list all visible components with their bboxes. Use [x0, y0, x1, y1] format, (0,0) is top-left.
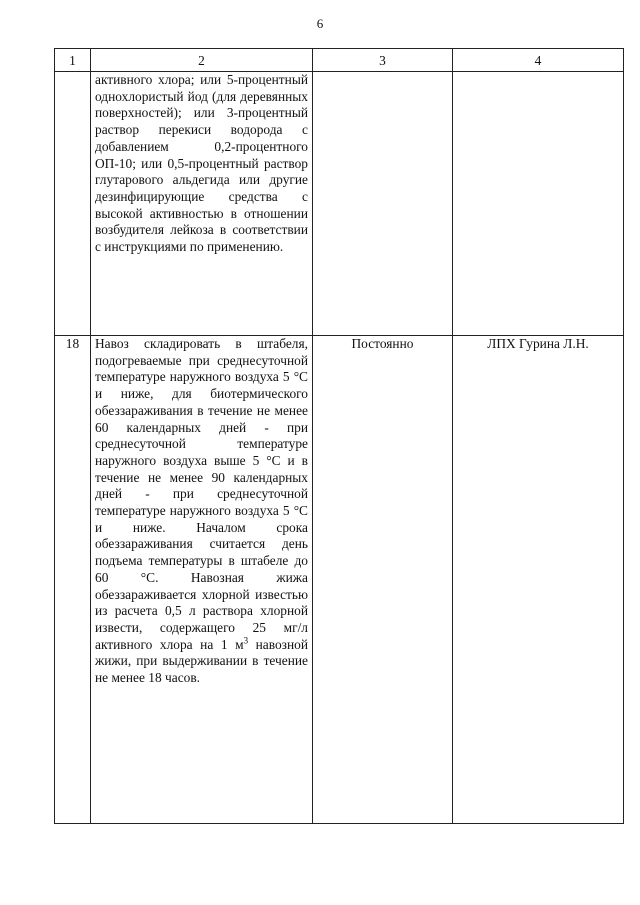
measure-text-main: активного хлора; или 5-процентный однохлористый йод (для деревянных поверхностей); или 3-процентный раствор перекиси водорода с добавлением 0,2-процентного ОП-10; или 0,5-процентный раствор глутарового альдегида или другие дезинфицирующие средства с высокой активностью в отношении возбудителя лейкоза в соответствии с инструкциями по применению.: [95, 72, 308, 255]
header-col-2: 2: [91, 49, 313, 72]
header-col-1: 1: [55, 49, 91, 72]
measure-term: [313, 72, 453, 336]
measures-table: [54, 48, 624, 824]
measure-text-main: Навоз складировать в штабеля, подогреваемые при среднесуточной температуре наружного воздуха 5 °С и ниже, для биотермического обеззараживания в течение не менее 60 календарных дней - при среднесуточной температуре наружного воздуха выше 5 °С и в течение не менее 90 календарных дней - при среднесуточной температуре наружного воздуха 5 °С и ниже. Началом срока обеззараживания считается день подъема температуры в штабеле до 60 °С. Навозная жижа обеззараживается хлорной известью из расчета 0,5 л раствора хлорной извести, содержащего 25 мг/л активного хлора на 1 м: [95, 336, 308, 652]
page-number: 6: [316, 16, 324, 31]
table-row: [55, 72, 624, 336]
measure-responsible: [453, 72, 624, 336]
measure-text: [91, 336, 313, 824]
measure-term: Постоянно: [313, 336, 453, 824]
header-col-3: 3: [313, 49, 453, 72]
row-number: 18: [55, 336, 91, 824]
table-header-row: [55, 49, 624, 72]
cubic-superscript: 3: [243, 635, 249, 646]
measure-responsible: ЛПХ Гурина Л.Н.: [453, 336, 624, 824]
header-col-4: 4: [453, 49, 624, 72]
row-number: [55, 72, 91, 336]
table-row: [55, 336, 624, 824]
measure-text: [91, 72, 313, 336]
measure-text-tail: навозной жижи, при выдерживании в течение не менее 18 часов.: [95, 636, 308, 686]
